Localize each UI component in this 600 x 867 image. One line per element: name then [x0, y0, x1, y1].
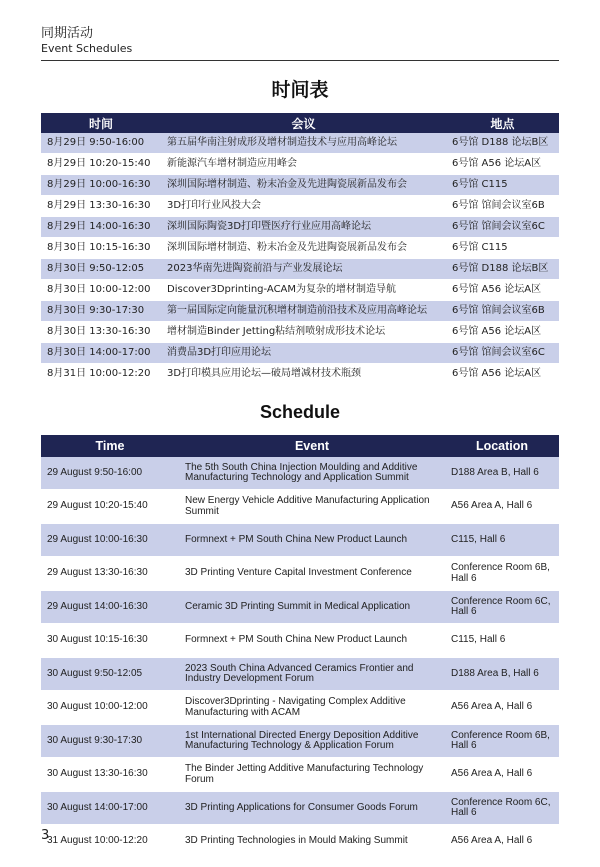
event-cell: 2023 South China Advanced Ceramics Frontier and Industry Development Forum	[179, 658, 445, 691]
location-cell: Conference Room 6C, Hall 6	[445, 591, 559, 624]
event-cell: 3D Printing Applications for Consumer Goods Forum	[179, 792, 445, 825]
table-row	[41, 196, 559, 217]
location-cell: C115, Hall 6	[445, 524, 559, 557]
table-row	[41, 825, 559, 859]
time-cell: 8月30日 10:15-16:30	[41, 238, 161, 259]
event-cell: 3D打印模具应用论坛—破局增减材技术瓶颈	[161, 364, 446, 385]
time-cell: 31 August 10:00-12:20	[41, 825, 179, 859]
table-row	[41, 792, 559, 825]
location-cell: 6号馆 A56 论坛A区	[446, 154, 559, 175]
event-cell: Discover3Dprinting - Navigating Complex Additive Manufacturing with ACAM	[179, 691, 445, 725]
time-cell: 29 August 10:00-16:30	[41, 524, 179, 557]
time-cell: 8月29日 10:20-15:40	[41, 154, 161, 175]
schedule-title-en: Schedule	[259, 402, 341, 422]
time-cell: 29 August 10:20-15:40	[41, 490, 179, 524]
location-cell: 6号馆 C115	[446, 238, 559, 259]
column-header-location: 地点	[446, 113, 559, 133]
column-header-event: 会议	[161, 113, 446, 133]
event-cell: 1st International Directed Energy Deposition Additive Manufacturing Technology & Application Forum	[179, 725, 445, 758]
event-cell: 深圳国际陶瓷3D打印暨医疗行业应用高峰论坛	[161, 217, 446, 238]
location-cell: 6号馆 A56 论坛A区	[446, 364, 559, 385]
table-row	[41, 364, 559, 385]
table-row	[41, 343, 559, 364]
location-cell: Conference Room 6B, Hall 6	[445, 725, 559, 758]
event-cell: 消费品3D打印应用论坛	[161, 343, 446, 364]
column-header-time: 时间	[41, 113, 161, 133]
location-cell: Conference Room 6B, Hall 6	[445, 557, 559, 591]
time-cell: 29 August 14:00-16:30	[41, 591, 179, 624]
location-cell: D188 Area B, Hall 6	[445, 457, 559, 490]
event-cell: Discover3Dprinting-ACAM为复杂的增材制造导航	[161, 280, 446, 301]
location-cell: 6号馆 馆间会议室6B	[446, 196, 559, 217]
location-cell: 6号馆 馆间会议室6C	[446, 217, 559, 238]
time-cell: 8月30日 10:00-12:00	[41, 280, 161, 301]
time-cell: 8月30日 14:00-17:00	[41, 343, 161, 364]
schedule-title-cn: 时间表	[271, 79, 329, 101]
table-row	[41, 217, 559, 238]
event-cell: 增材制造Binder Jetting粘结剂喷射成形技术论坛	[161, 322, 446, 343]
location-cell: A56 Area A, Hall 6	[445, 758, 559, 792]
table-row	[41, 557, 559, 591]
time-cell: 30 August 9:30-17:30	[41, 725, 179, 758]
table-header-row	[41, 435, 559, 457]
location-cell: A56 Area A, Hall 6	[445, 490, 559, 524]
table-row	[41, 133, 559, 154]
table-row	[41, 658, 559, 691]
location-cell: Conference Room 6C, Hall 6	[445, 792, 559, 825]
location-cell: D188 Area B, Hall 6	[445, 658, 559, 691]
table-row	[41, 524, 559, 557]
time-cell: 8月29日 9:50-16:00	[41, 133, 161, 154]
table-row	[41, 591, 559, 624]
location-cell: C115, Hall 6	[445, 624, 559, 658]
table-row	[41, 175, 559, 196]
time-cell: 30 August 14:00-17:00	[41, 792, 179, 825]
section-title-cn: 同期活动	[41, 26, 94, 41]
event-cell: Ceramic 3D Printing Summit in Medical Application	[179, 591, 445, 624]
header-divider	[41, 60, 559, 61]
event-cell: 第五届华南注射成形及增材制造技术与应用高峰论坛	[161, 133, 446, 154]
location-cell: 6号馆 馆间会议室6C	[446, 343, 559, 364]
schedule-table-en	[41, 435, 559, 859]
location-cell: 6号馆 C115	[446, 175, 559, 196]
table-row	[41, 322, 559, 343]
time-cell: 8月30日 9:30-17:30	[41, 301, 161, 322]
table-row	[41, 280, 559, 301]
event-cell: 新能源汽车增材制造应用峰会	[161, 154, 446, 175]
table-row	[41, 691, 559, 725]
table-row	[41, 758, 559, 792]
section-header	[41, 26, 132, 55]
table-row	[41, 238, 559, 259]
time-cell: 8月30日 13:30-16:30	[41, 322, 161, 343]
time-cell: 8月29日 13:30-16:30	[41, 196, 161, 217]
time-cell: 8月29日 14:00-16:30	[41, 217, 161, 238]
time-cell: 8月30日 9:50-12:05	[41, 259, 161, 280]
table-row	[41, 624, 559, 658]
table-row	[41, 259, 559, 280]
event-cell: 2023华南先进陶瓷前沿与产业发展论坛	[161, 259, 446, 280]
event-cell: Formnext + PM South China New Product Launch	[179, 524, 445, 557]
event-cell: 3D Printing Venture Capital Investment Conference	[179, 557, 445, 591]
event-cell: 3D Printing Technologies in Mould Making Summit	[179, 825, 445, 859]
event-cell: Formnext + PM South China New Product Launch	[179, 624, 445, 658]
event-cell: 第一届国际定向能量沉积增材制造前沿技术及应用高峰论坛	[161, 301, 446, 322]
time-cell: 30 August 13:30-16:30	[41, 758, 179, 792]
time-cell: 30 August 10:00-12:00	[41, 691, 179, 725]
time-cell: 30 August 10:15-16:30	[41, 624, 179, 658]
table-header-row	[41, 113, 559, 133]
location-cell: A56 Area A, Hall 6	[445, 825, 559, 859]
location-cell: A56 Area A, Hall 6	[445, 691, 559, 725]
event-cell: 深圳国际增材制造、粉末冶金及先进陶瓷展新品发布会	[161, 175, 446, 196]
column-header-time: Time	[41, 435, 179, 457]
location-cell: 6号馆 A56 论坛A区	[446, 280, 559, 301]
column-header-location: Location	[445, 435, 559, 457]
section-title-en: Event Schedules	[41, 42, 133, 55]
table-row	[41, 457, 559, 490]
location-cell: 6号馆 D188 论坛B区	[446, 259, 559, 280]
time-cell: 8月31日 10:00-12:20	[41, 364, 161, 385]
event-cell: New Energy Vehicle Additive Manufacturing Application Summit	[179, 490, 445, 524]
location-cell: 6号馆 馆间会议室6B	[446, 301, 559, 322]
time-cell: 29 August 13:30-16:30	[41, 557, 179, 591]
page-number: 3	[41, 828, 50, 843]
time-cell: 29 August 9:50-16:00	[41, 457, 179, 490]
column-header-event: Event	[179, 435, 445, 457]
table-row	[41, 725, 559, 758]
event-cell: The 5th South China Injection Moulding and Additive Manufacturing Technology and Application Summit	[179, 457, 445, 490]
table-row	[41, 301, 559, 322]
time-cell: 30 August 9:50-12:05	[41, 658, 179, 691]
event-cell: The Binder Jetting Additive Manufacturing Technology Forum	[179, 758, 445, 792]
time-cell: 8月29日 10:00-16:30	[41, 175, 161, 196]
table-row	[41, 154, 559, 175]
schedule-table-cn	[41, 113, 559, 385]
table-row	[41, 490, 559, 524]
location-cell: 6号馆 D188 论坛B区	[446, 133, 559, 154]
location-cell: 6号馆 A56 论坛A区	[446, 322, 559, 343]
event-cell: 深圳国际增材制造、粉末冶金及先进陶瓷展新品发布会	[161, 238, 446, 259]
event-cell: 3D打印行业风投大会	[161, 196, 446, 217]
